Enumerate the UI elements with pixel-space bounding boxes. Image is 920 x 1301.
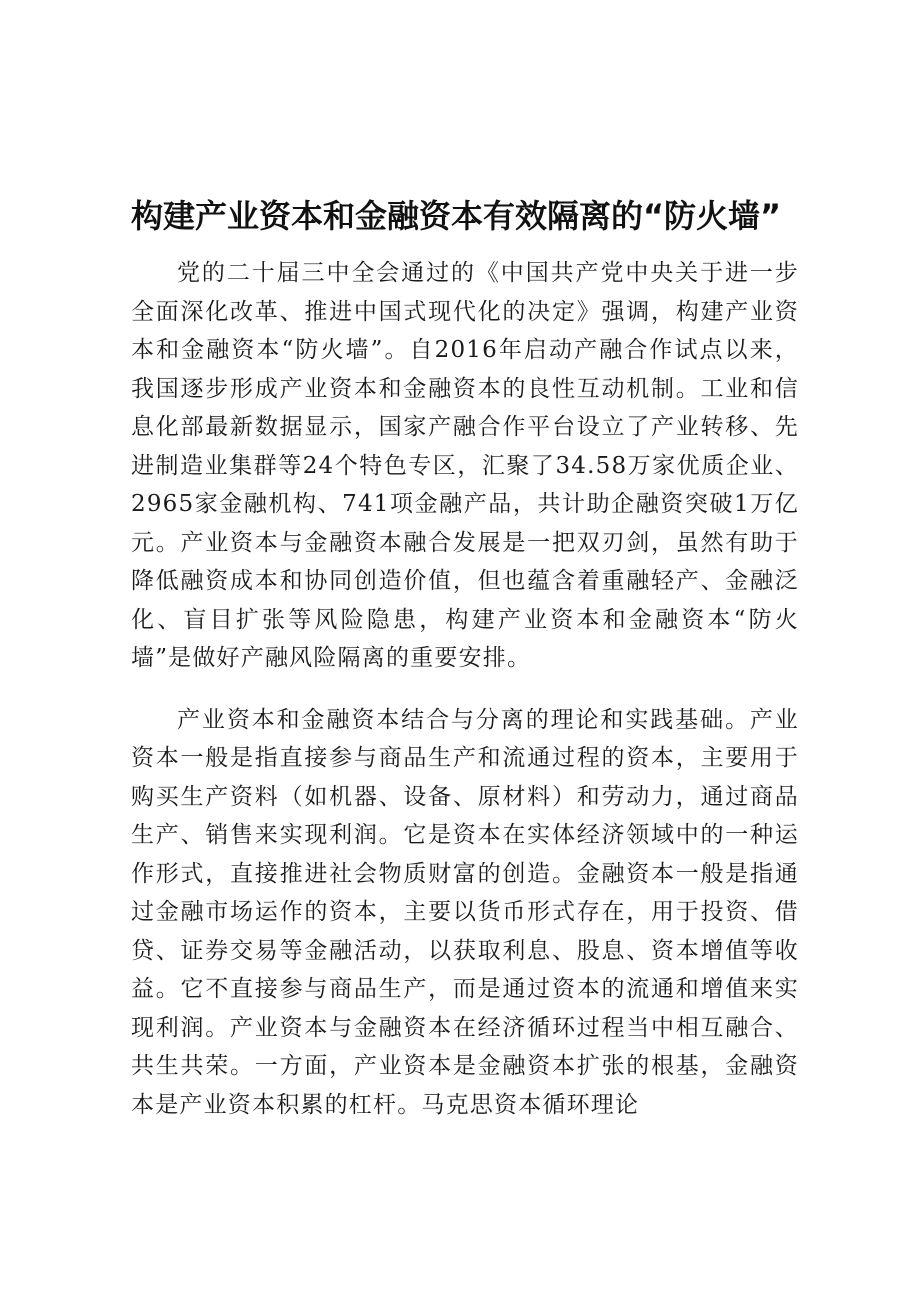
- article-title: 构建产业资本和金融资本有效隔离的“防火墙”: [131, 197, 782, 235]
- paragraph-2: 产业资本和金融资本结合与分离的理论和实践基础。产业资本一般是指直接参与商品生产和流通过程的资本，主要用于购买生产资料（如机器、设备、原材料）和劳动力，通过商品生产、销售来实现利润。它是资本在实体经济领域中的一种运作形式，直接推进社会物质财富的创造。金融资本一般是指通过金融市场运作的资本，主要以货币形式存在，用于投资、借贷、证券交易等金融活动，以获取利息、股息、资本增值等收益。它不直接参与商品生产，而是通过资本的流通和增值来实现利润。产业资本与金融资本在经济循环过程当中相互融合、共生共荣。一方面，产业资本是金融资本扩张的根基，金融资本是产业资本积累的杠杆。马克思资本循环理论: [131, 706, 799, 1118]
- article-body: [131, 254, 799, 1124]
- paragraph-1: 党的二十届三中全会通过的《中国共产党中央关于进一步全面深化改革、推进中国式现代化的决定》强调，构建产业资本和金融资本“防火墙”。自2016年启动产融合作试点以来，我国逐步形成产业资本和金融资本的良性互动机制。工业和信息化部最新数据显示，国家产融合作平台设立了产业转移、先进制造业集群等24个特色专区，汇聚了34.58万家优质企业、2965家金融机构、741项金融产品，共计助企融资突破1万亿元。产业资本与金融资本融合发展是一把双刃剑，虽然有助于降低融资成本和协同创造价值，但也蕴含着重融轻产、金融泛化、盲目扩张等风险隐患，构建产业资本和金融资本“防火墙”是做好产融风险隔离的重要安排。: [131, 260, 799, 671]
